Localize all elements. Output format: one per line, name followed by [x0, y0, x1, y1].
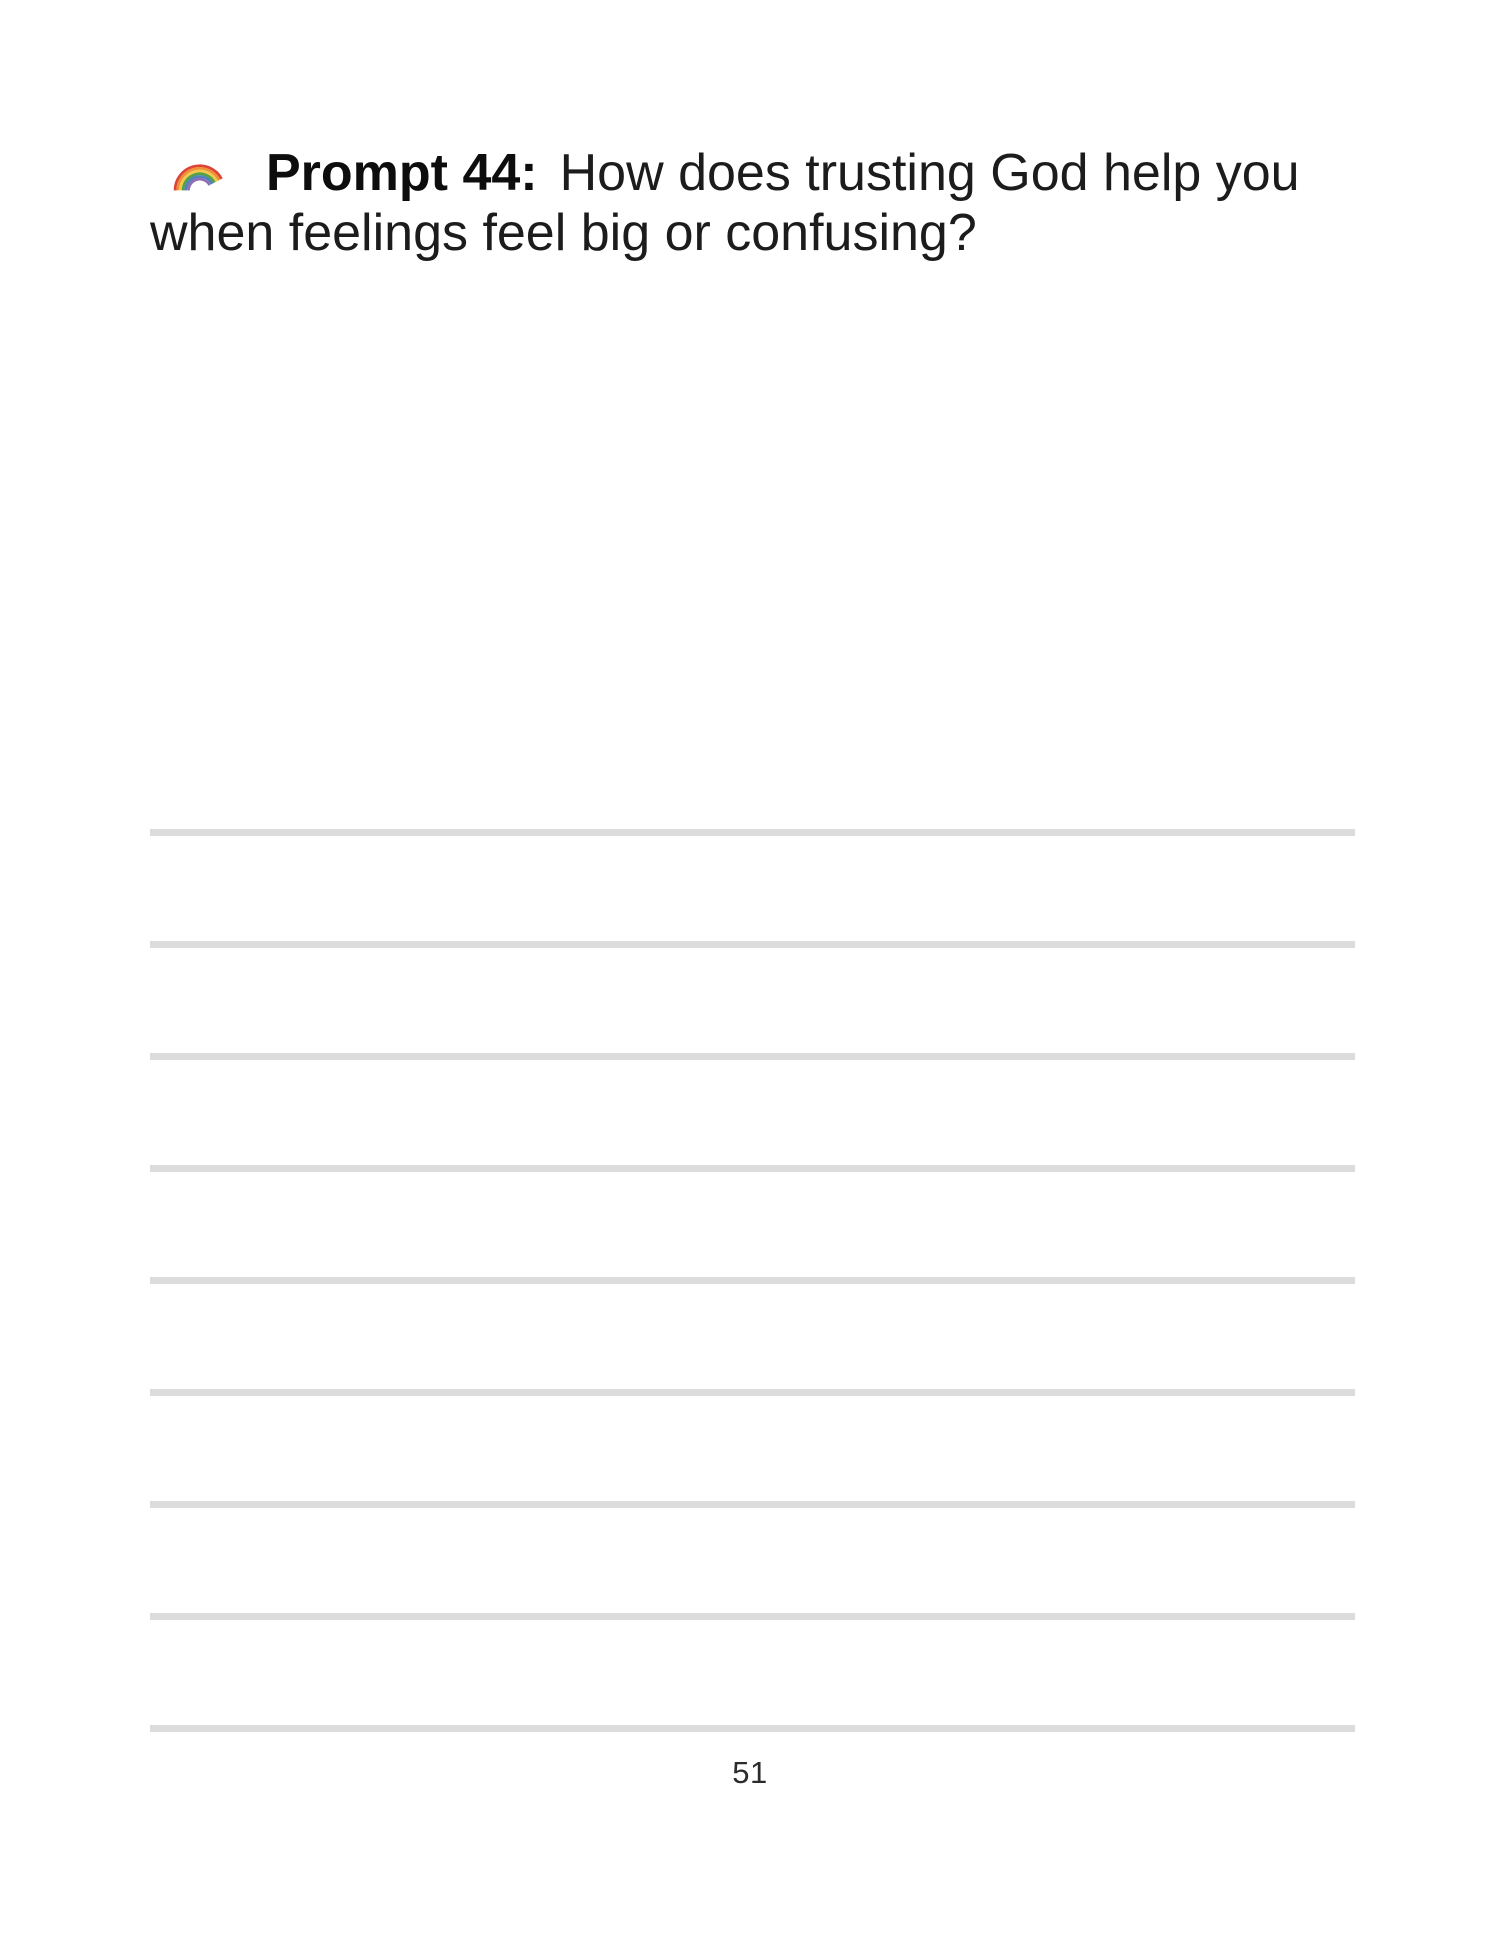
writing-line	[150, 1389, 1355, 1396]
writing-line	[150, 1053, 1355, 1060]
prompt-question: How does trusting God help you when feelings feel big or confusing?	[150, 144, 1300, 262]
writing-line	[150, 1613, 1355, 1620]
writing-line	[150, 1725, 1355, 1732]
writing-line	[150, 1165, 1355, 1172]
writing-line	[150, 1277, 1355, 1284]
writing-line	[150, 829, 1355, 836]
writing-line	[150, 1501, 1355, 1508]
prompt-label: Prompt 44:	[266, 144, 538, 202]
page-number: 51	[732, 1755, 768, 1790]
writing-line	[150, 941, 1355, 948]
